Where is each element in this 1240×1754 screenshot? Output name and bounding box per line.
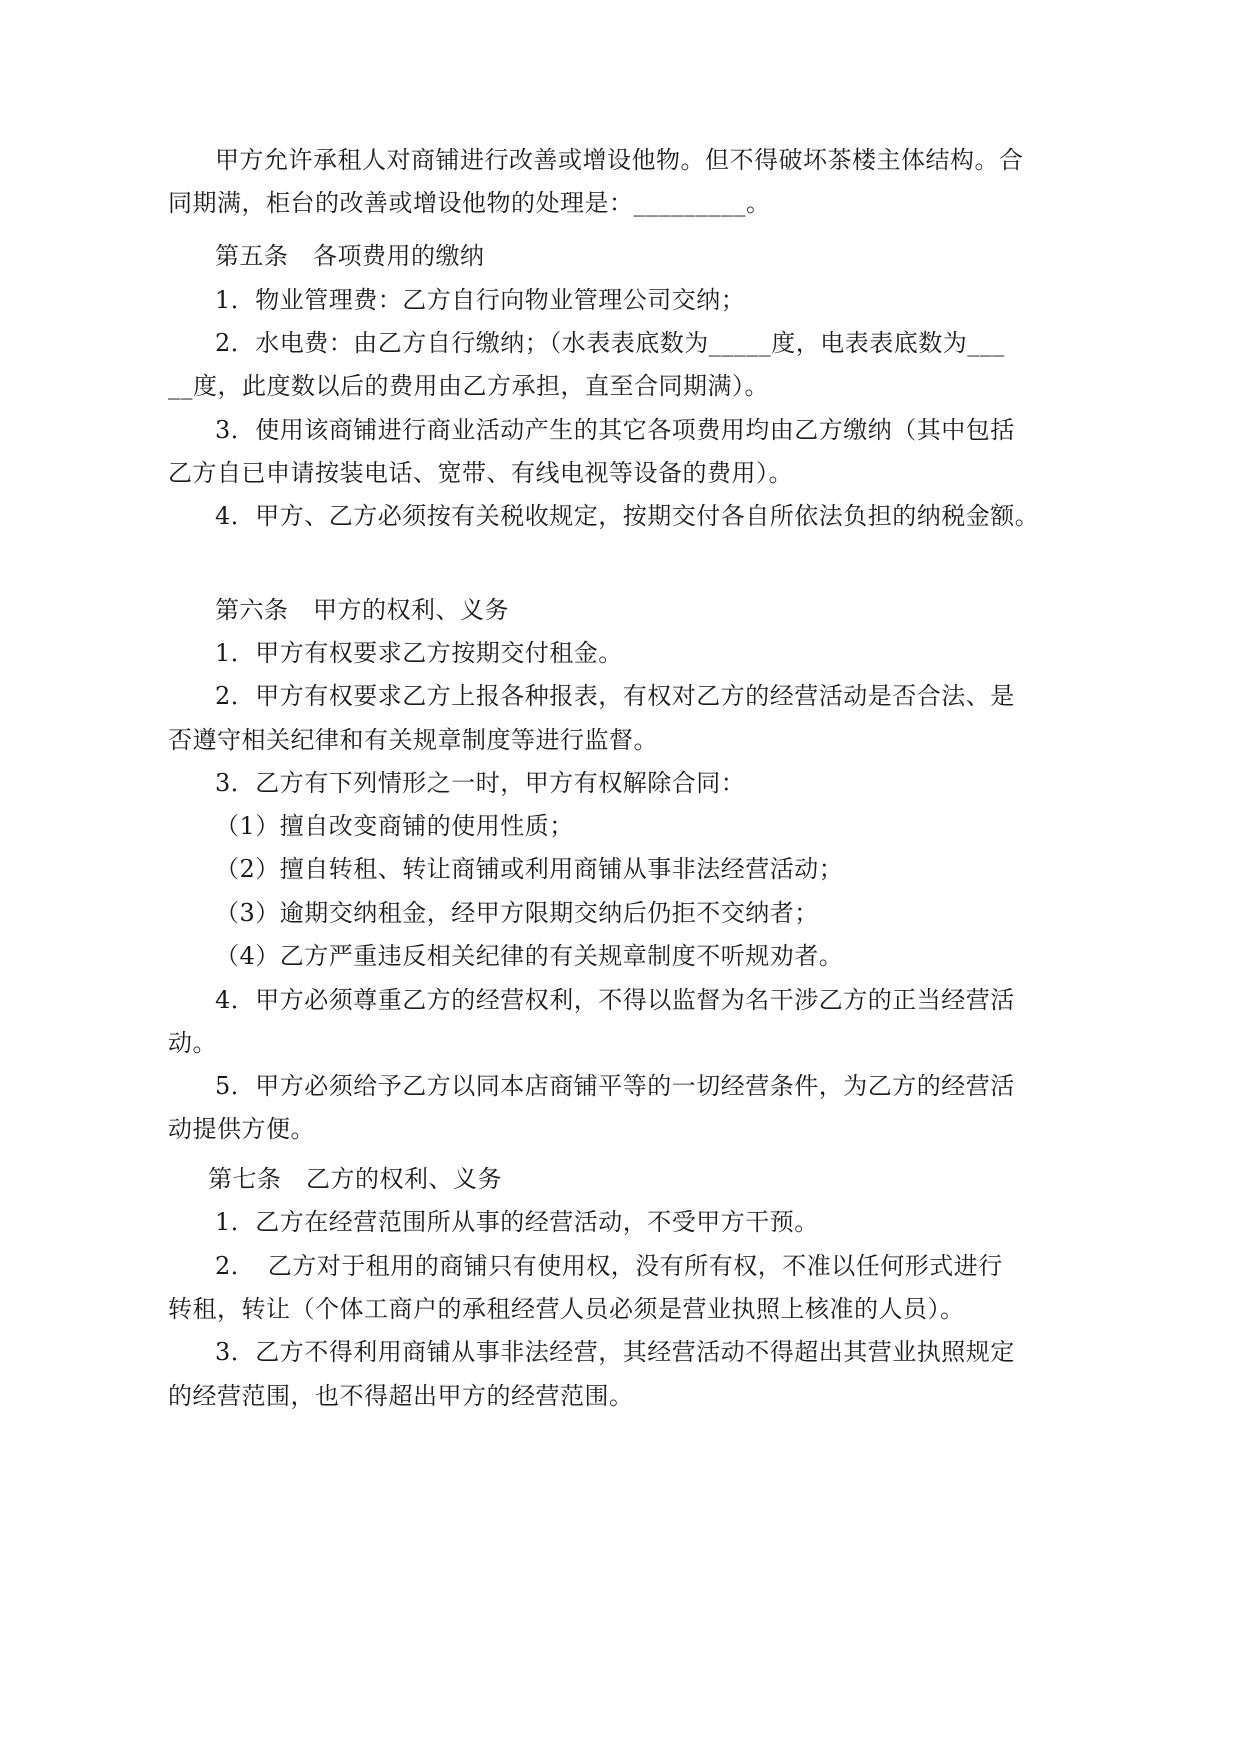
sub-list-item: （1）擅自改变商铺的使用性质； (215, 812, 574, 840)
list-item: 5．甲方必须给予乙方以同本店商铺平等的一切经营条件，为乙方的经营活 (215, 1072, 1015, 1100)
list-item-continuation: 否遵守相关纪律和有关规章制度等进行监督。 (168, 726, 658, 754)
sub-list-item: （4）乙方严重违反相关纪律的有关规章制度不听规劝者。 (215, 942, 844, 970)
list-item: 1．物业管理费：乙方自行向物业管理公司交纳； (215, 286, 746, 314)
list-item: 3．乙方不得利用商铺从事非法经营，其经营活动不得超出其营业执照规定 (215, 1338, 1015, 1366)
list-item-continuation: 转租，转让（个体工商户的承租经营人员必须是营业执照上核准的人员）。 (168, 1295, 965, 1323)
list-item: 4．甲方、乙方必须按有关税收规定，按期交付各自所依法负担的纳税金额。 (215, 502, 1040, 530)
list-item: 3．乙方有下列情形之一时，甲方有权解除合同： (215, 769, 746, 797)
article-heading: 第七条 乙方的权利、义务 (208, 1165, 502, 1193)
article-heading: 第六条 甲方的权利、义务 (215, 596, 509, 624)
list-item-continuation: 的经营范围，也不得超出甲方的经营范围。 (168, 1382, 634, 1410)
list-item: 3．使用该商铺进行商业活动产生的其它各项费用均由乙方缴纳（其中包括 (215, 416, 1015, 444)
sub-list-item: （2）擅自转租、转让商铺或利用商铺从事非法经营活动； (215, 855, 844, 883)
list-item: 1．甲方有权要求乙方按期交付租金。 (215, 639, 623, 667)
list-item: 2．甲方有权要求乙方上报各种报表，有权对乙方的经营活动是否合法、是 (215, 682, 1015, 710)
list-item: 2．水电费：由乙方自行缴纳；（水表表底数为_____度，电表表底数为___ (215, 329, 1005, 357)
list-item: 2． 乙方对于租用的商铺只有使用权，没有所有权，不准以任何形式进行 (215, 1252, 1003, 1280)
list-item-continuation: 乙方自已申请按装电话、宽带、有线电视等设备的费用）。 (168, 459, 793, 487)
list-item-continuation: __度，此度数以后的费用由乙方承担，直至合同期满）。 (168, 372, 769, 400)
list-item-continuation: 动。 (168, 1029, 217, 1057)
list-item: 4．甲方必须尊重乙方的经营权利，不得以监督为名干涉乙方的正当经营活 (215, 986, 1015, 1014)
sub-list-item: （3）逾期交纳租金，经甲方限期交纳后仍拒不交纳者； (215, 899, 819, 927)
list-item-continuation: 动提供方便。 (168, 1115, 315, 1143)
paragraph-line: 同期满，柜台的改善或增设他物的处理是：_________。 (168, 189, 771, 217)
article-heading: 第五条 各项费用的缴纳 (215, 242, 485, 270)
paragraph-line: 甲方允许承租人对商铺进行改善或增设他物。但不得破坏茶楼主体结构。合 (215, 146, 1024, 174)
list-item: 1．乙方在经营范围所从事的经营活动，不受甲方干预。 (215, 1208, 819, 1236)
